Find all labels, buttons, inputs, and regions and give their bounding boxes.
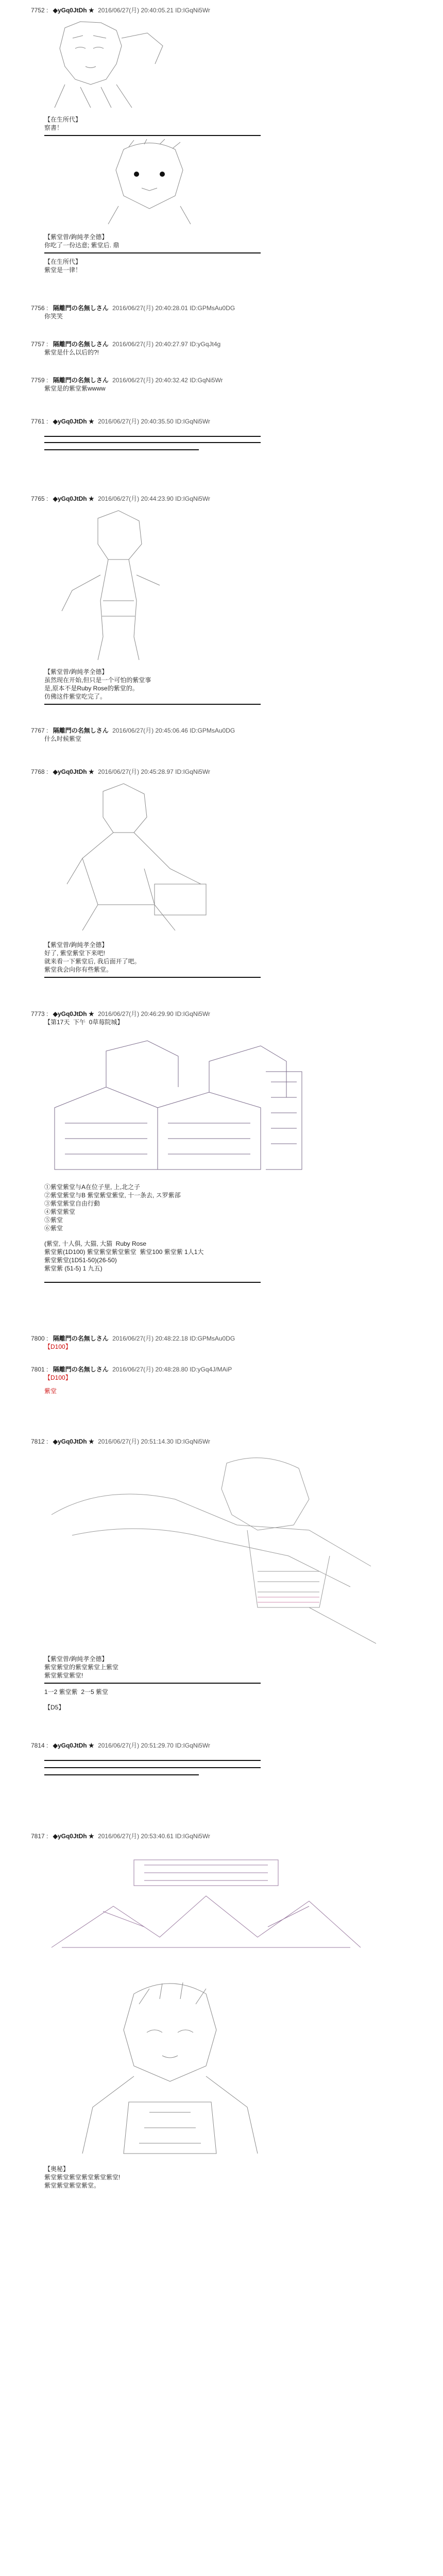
divider	[44, 704, 261, 705]
poster-name: ◆yGq0JtDh ★	[53, 1438, 94, 1445]
post-line: 紫堂是什么以后的?!	[44, 349, 99, 356]
post-7817	[31, 1832, 350, 1840]
dice-roll: 【D100】	[44, 1343, 72, 1350]
poster-name: ◆yGq0JtDh ★	[53, 7, 94, 14]
post-line: 紫堂紫(1D100) 紫堂紫堂紫堂紫堂 紫堂100 紫堂紫 1人1大	[44, 1248, 204, 1256]
poster-name: ◆yGq0JtDh ★	[53, 1010, 94, 1018]
poster-name: ◆yGq0JtDh ★	[53, 418, 94, 425]
post-line: ③紫堂紫堂自由行動	[44, 1200, 100, 1207]
post-header	[31, 726, 350, 735]
post-line: 紫堂紫 (51-5) 1 九五)	[44, 1265, 103, 1272]
post-header	[31, 417, 350, 426]
ascii-art-standing-figure	[52, 508, 185, 663]
post-number[interactable]: 7752 :	[31, 7, 48, 14]
post-line: ①紫堂紫堂与A在位子里, 上,北之子	[44, 1183, 141, 1191]
poster-name: ◆yGq0JtDh ★	[53, 1833, 94, 1840]
poster-name: ◆yGq0JtDh ★	[53, 768, 94, 775]
post-line: 【紫堂曽/鉤純孝全德】	[44, 1655, 108, 1663]
post-number[interactable]: 7814 :	[31, 1742, 48, 1749]
post-line: 【第17天 下午 0草莓院城】	[44, 1019, 124, 1026]
post-line: 【紫堂曽/鉤純孝全德】	[44, 668, 108, 675]
poster-name: 隔離門の名無しさん	[53, 304, 109, 312]
post-line: 仿佛这件紫堂吃完了。	[44, 693, 107, 700]
post-line: 紫堂是一律！	[44, 266, 82, 274]
post-line: 【奥秘】	[44, 2165, 70, 2173]
poster-name: 隔離門の名無しさん	[53, 1335, 109, 1342]
post-7768	[31, 768, 350, 776]
post-meta: 2016/06/27(月) 20:51:29.70 ID:IGqNi5Wr	[98, 1742, 210, 1749]
divider	[44, 135, 261, 136]
ascii-art-face	[98, 139, 201, 227]
post-number[interactable]: 7817 :	[31, 1833, 48, 1840]
post-line: 虽然现在开始,但只是一个可怕的紫堂事	[44, 676, 151, 684]
post-meta: 2016/06/27(月) 20:51:14.30 ID:IGqNi5Wr	[98, 1438, 210, 1445]
post-meta: 2016/06/27(月) 20:40:28.01 ID:GPMsAu0DG	[112, 304, 235, 312]
post-header	[31, 1832, 350, 1840]
post-header	[31, 304, 350, 312]
divider	[44, 442, 261, 443]
dice-roll: 【D5】	[44, 1704, 65, 1711]
post-line: 1一2 紫堂紫 2一5 紫堂	[44, 1688, 109, 1696]
post-number[interactable]: 7767 :	[31, 727, 48, 734]
post-body	[31, 1183, 350, 1273]
post-7759	[31, 376, 350, 393]
post-7773	[31, 1010, 350, 1026]
post-line: 紫堂紫堂紫堂!	[44, 1672, 83, 1679]
post-line: 好了, 紫堂紫堂下来吧!	[44, 950, 106, 957]
post-line: 紫堂	[44, 1387, 57, 1395]
dice-roll: 【D100】	[44, 1374, 72, 1381]
post-header	[31, 1010, 350, 1018]
divider	[44, 252, 261, 253]
post-number[interactable]: 7756 :	[31, 304, 48, 312]
divider	[44, 977, 261, 978]
post-line: (紫堂, 十人俱, 大猫, 大猫 Ruby Rose	[44, 1240, 147, 1247]
post-line: 紫堂紫堂的紫堂紫堂上紫堂	[44, 1664, 119, 1671]
post-body	[31, 941, 350, 974]
post-meta: 2016/06/27(月) 20:45:28.97 ID:IGqNi5Wr	[98, 768, 210, 775]
ascii-art-kneeling-figure	[52, 781, 216, 936]
post-7761	[31, 417, 350, 426]
post-line: 你吃了一份达意; 紫堂后. 鼎	[44, 242, 120, 249]
poster-name: 隔離門の名無しさん	[53, 727, 109, 734]
post-line: 【在生所代】	[44, 258, 82, 265]
post-line: 紫堂是的紫堂紫wwww	[44, 385, 106, 392]
post-line: 【在生所代】	[44, 116, 82, 123]
post-meta: 2016/06/27(月) 20:48:22.18 ID:GPMsAu0DG	[112, 1335, 235, 1342]
post-meta: 2016/06/27(月) 20:40:27.97 ID:yGqJt4g	[112, 341, 221, 348]
post-7767	[31, 726, 350, 743]
post-number[interactable]: 7768 :	[31, 768, 48, 775]
poster-name: ◆yGq0JtDh ★	[53, 1742, 94, 1749]
post-line: 是,原本不是Ruby Rose的紫堂的。	[44, 685, 139, 692]
post-line: 察書！	[44, 124, 63, 131]
post-line: 什么时候紫堂	[44, 735, 82, 742]
divider	[44, 1760, 261, 1761]
post-number[interactable]: 7812 :	[31, 1438, 48, 1445]
post-7752	[31, 6, 350, 14]
post-7765	[31, 495, 350, 503]
post-number[interactable]: 7761 :	[31, 418, 48, 425]
post-line: 【紫堂曽/鉤純孝全德】	[44, 941, 108, 948]
post-body	[31, 115, 350, 132]
post-line: 紫堂紫堂紫堂紫堂紫堂紫堂!	[44, 2174, 121, 2181]
post-meta: 2016/06/27(月) 20:53:40.61 ID:IGqNi5Wr	[98, 1833, 210, 1840]
divider	[44, 436, 261, 437]
ascii-art-lying-figure	[41, 1453, 391, 1649]
post-header	[31, 1741, 350, 1750]
poster-name: ◆yGq0JtDh ★	[53, 495, 94, 502]
post-number[interactable]: 7800 :	[31, 1335, 48, 1342]
post-meta: 2016/06/27(月) 20:40:32.42 ID:GqNi5Wr	[112, 377, 223, 384]
poster-name: 隔離門の名無しさん	[53, 1366, 109, 1373]
post-body	[31, 233, 350, 249]
divider	[44, 1282, 261, 1283]
post-header	[31, 340, 350, 348]
post-number[interactable]: 7801 :	[31, 1366, 48, 1373]
divider	[44, 1774, 199, 1775]
post-body	[31, 1655, 350, 1680]
post-7800	[31, 1334, 350, 1351]
post-header	[31, 768, 350, 776]
ascii-art-figure	[44, 18, 178, 110]
divider	[44, 1683, 261, 1684]
post-line: 紫堂我会向你有些紫堂。	[44, 966, 113, 973]
post-meta: 2016/06/27(月) 20:40:05.21 ID:IGqNi5Wr	[98, 7, 210, 14]
post-line: 紫堂紫堂紫堂紫堂。	[44, 2182, 100, 2189]
ascii-art-landscape	[41, 1850, 371, 1953]
post-body	[31, 668, 350, 701]
post-line: 就来看一下紫堂后, 我后面开了吧。	[44, 958, 141, 965]
post-body	[31, 1688, 350, 1711]
post-number[interactable]: 7759 :	[31, 377, 48, 384]
post-line: 紫堂紫堂(1D51-50)(26-50)	[44, 1257, 117, 1264]
post-meta: 2016/06/27(月) 20:44:23.90 ID:IGqNi5Wr	[98, 495, 210, 502]
divider	[44, 449, 199, 450]
divider	[44, 1767, 261, 1768]
post-body	[31, 2165, 350, 2190]
post-line: ②紫堂紫堂与B 紫堂紫堂紫堂, 十一条去, ス罗紫部	[44, 1192, 181, 1199]
post-header	[31, 1437, 350, 1446]
post-line: ④紫堂紫堂	[44, 1208, 76, 1215]
poster-name: 隔離門の名無しさん	[53, 341, 109, 348]
post-header	[31, 1334, 350, 1343]
ascii-art-character-bust	[62, 1973, 278, 2159]
post-header	[31, 376, 350, 384]
post-line: 你笑笑	[44, 313, 63, 320]
post-7757	[31, 340, 350, 357]
post-7756	[31, 304, 350, 320]
post-body	[31, 258, 350, 274]
post-7801	[31, 1365, 350, 1395]
post-meta: 2016/06/27(月) 20:48:28.80 ID:yGq4J/MAiP	[112, 1366, 232, 1373]
post-number[interactable]: 7765 :	[31, 495, 48, 502]
post-header	[31, 6, 350, 14]
post-7814	[31, 1741, 350, 1750]
post-header	[31, 495, 350, 503]
ascii-art-building	[44, 1030, 312, 1180]
post-meta: 2016/06/27(月) 20:45:06.46 ID:GPMsAu0DG	[112, 727, 235, 734]
poster-name: 隔離門の名無しさん	[53, 377, 109, 384]
post-header	[31, 1365, 350, 1374]
post-line: ⑥紫堂	[44, 1225, 63, 1232]
post-line: ⑤紫堂	[44, 1216, 63, 1224]
post-meta: 2016/06/27(月) 20:40:35.50 ID:IGqNi5Wr	[98, 418, 210, 425]
post-number[interactable]: 7757 :	[31, 341, 48, 348]
post-meta: 2016/06/27(月) 20:46:29.90 ID:IGqNi5Wr	[98, 1010, 210, 1018]
post-7812	[31, 1437, 350, 1446]
post-line: 【紫堂曽/鉤純孝全德】	[44, 233, 108, 241]
post-number[interactable]: 7773 :	[31, 1010, 48, 1018]
